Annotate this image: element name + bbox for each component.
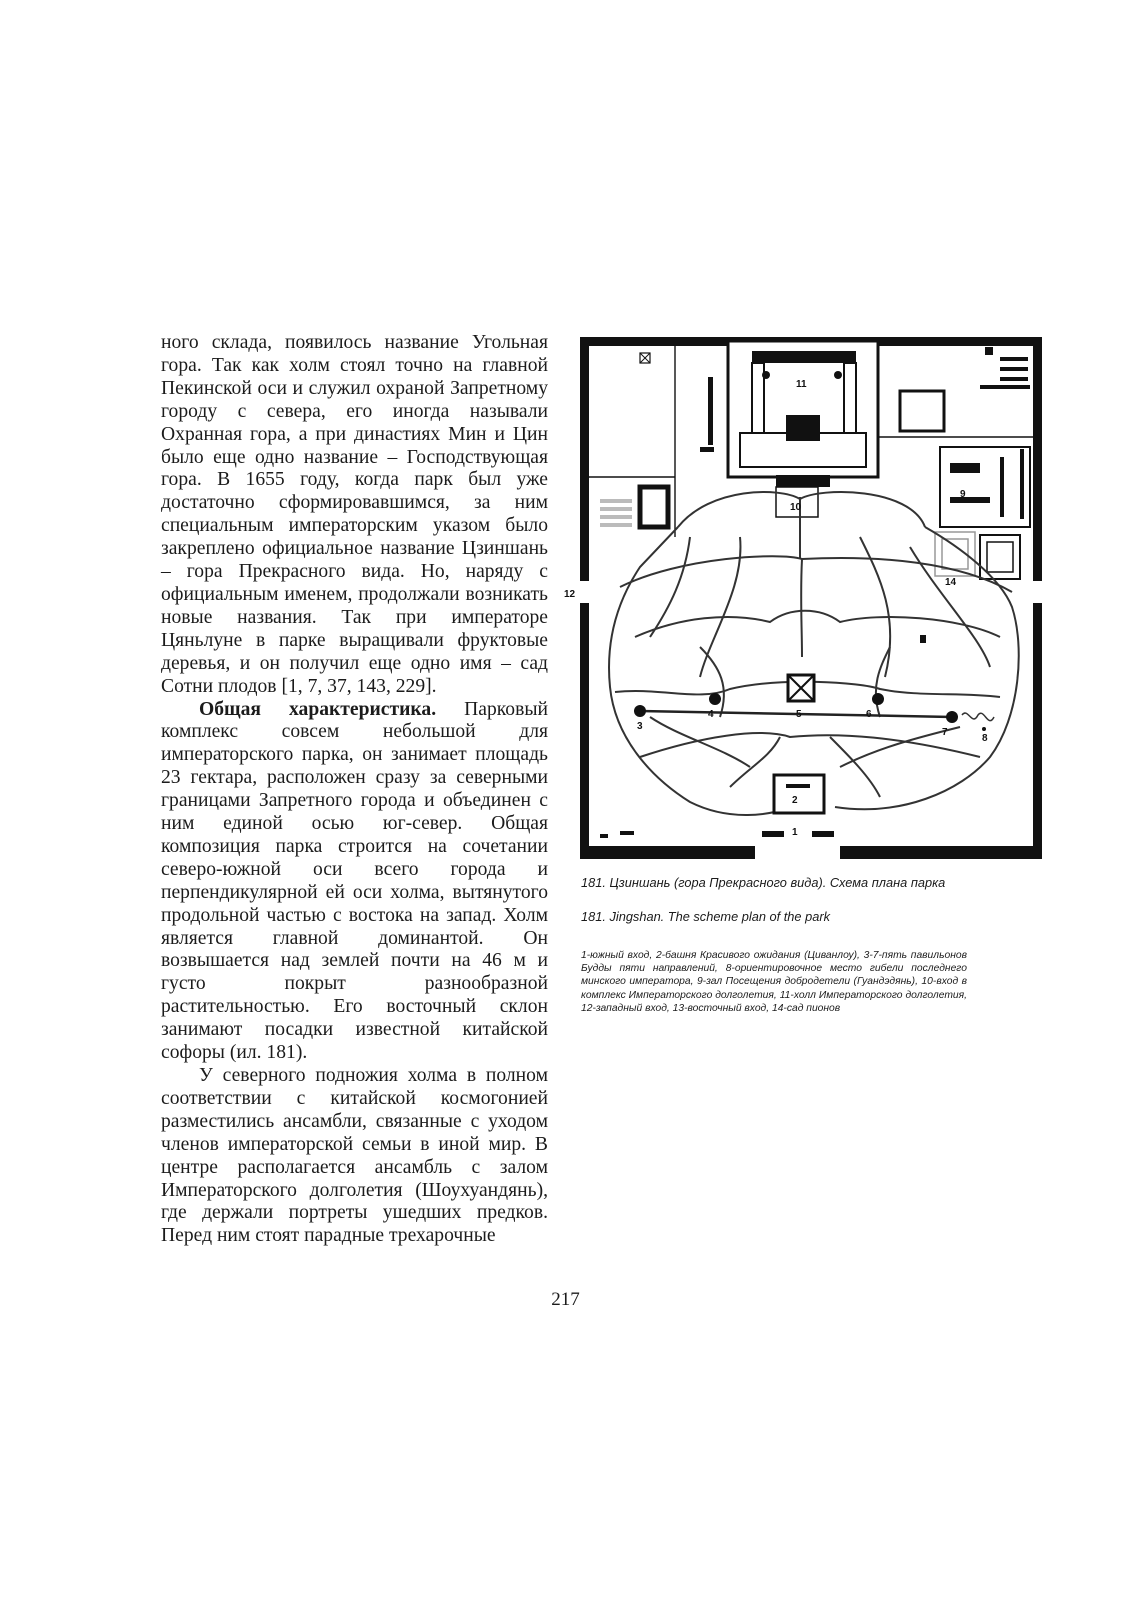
paragraph-3: У северного подножия холма в полном соответствии с китайской космогонией разместились ансамбли, связанные с уходом членов императорской семьи в иной мир. В центре располагается ансамбль с залом Императорского долголетия (Шоухуандянь), где держали портреты ушедших предков. Перед ним стоят парадные трехарочные (161, 1065, 548, 1247)
map-label-1: 1 (792, 827, 798, 838)
map-label-14: 14 (945, 577, 957, 588)
map-label-9: 9 (960, 489, 966, 500)
pavilion-3 (634, 705, 646, 717)
map-label-13: 13 (1022, 591, 1034, 602)
south-gate-right (812, 831, 834, 837)
map-label-3: 3 (637, 721, 643, 732)
park-plan-figure (564, 337, 1042, 859)
map-label-5: 5 (796, 709, 802, 720)
caption-russian: 181. Цзиншань (гора Прекрасного вида). Схема плана парка (581, 875, 946, 890)
figure-captions (581, 875, 967, 1015)
south-entrance-gap (755, 846, 840, 859)
page-number: 217 (551, 1289, 580, 1310)
section-heading: Общая характеристика. (199, 698, 437, 720)
west-entrance-gap (580, 581, 589, 603)
pavilion-6 (872, 693, 884, 705)
map-label-6: 6 (866, 709, 872, 720)
pavilion-4 (709, 693, 721, 705)
map-label-2: 2 (792, 795, 798, 806)
map-label-7: 7 (942, 727, 948, 738)
map-label-12: 12 (564, 589, 576, 600)
peony-garden-marker (920, 635, 926, 643)
park-plan-map (564, 337, 1042, 859)
map-label-10: 10 (790, 502, 802, 513)
map-label-11: 11 (796, 379, 807, 390)
east-entrance-gap (1033, 581, 1042, 603)
paragraph-1: ного склада, появилось название Угольная гора. Так как холм стоял точно на главной Пекинской оси и служил охраной Запретному городу с севера, его иногда называли Охранная гора, а при династиях Мин и Цин было еще одно название – Господствующая гора. В 1655 году, когда парк был уже достаточно сформировавшимся, за ним специальным императорским указом было закреплено официальное название Цзиншань – гора Прекрасного вида. Но, наряду с официальным именем, продолжали возникать новые названия. Так при императоре Цяньлуне в парке выращивали фруктовые деревья, и он получил еще одно имя – сад Сотни плодов [1, 7, 37, 143, 229]. (161, 332, 548, 697)
caption-english: 181. Jingshan. The scheme plan of the park (581, 909, 830, 924)
paragraph-2 (161, 699, 548, 1066)
tower-2 (774, 775, 824, 813)
hall-of-imperial-longevity-complex (728, 341, 878, 487)
pavilion-7 (946, 711, 958, 723)
body-text-column (161, 332, 548, 1248)
map-label-8: 8 (982, 733, 988, 744)
map-label-4: 4 (708, 709, 714, 720)
paragraph-2-text: Парковый комплекс совсем небольшой для императорского парка, он занимает площадь 23 гектара, расположен сразу за северными границами Запретного города и объединен с ним единой осью юг-север. Общая композиция парка строится на сочетании северо-южной оси всего города и перпендикулярной ей оси холма, вытянутого продольной частью с востока на запад. Холм является главной доминантой. Он возвышается над землей почти на 46 м и густо покрыт разнообразной растительностью. Его восточный склон занимают посадки известной китайской софоры (ил. 181). (161, 698, 548, 1064)
south-gate-left (762, 831, 784, 837)
figure-legend: 1-южный вход, 2-башня Красивого ожидания (Циванлоу), 3-7-пять павильонов Будды пяти направлений, 8-ориентировочное место гибели последнего минского императора, 9-зал Посещения добродетели (Гуандэдянь), 10-вход в комплекс Императорского долголетия, 11-холл Императорского долголетия, 12-западный вход, 13-восточный вход, 14-сад пионов (581, 950, 967, 1014)
